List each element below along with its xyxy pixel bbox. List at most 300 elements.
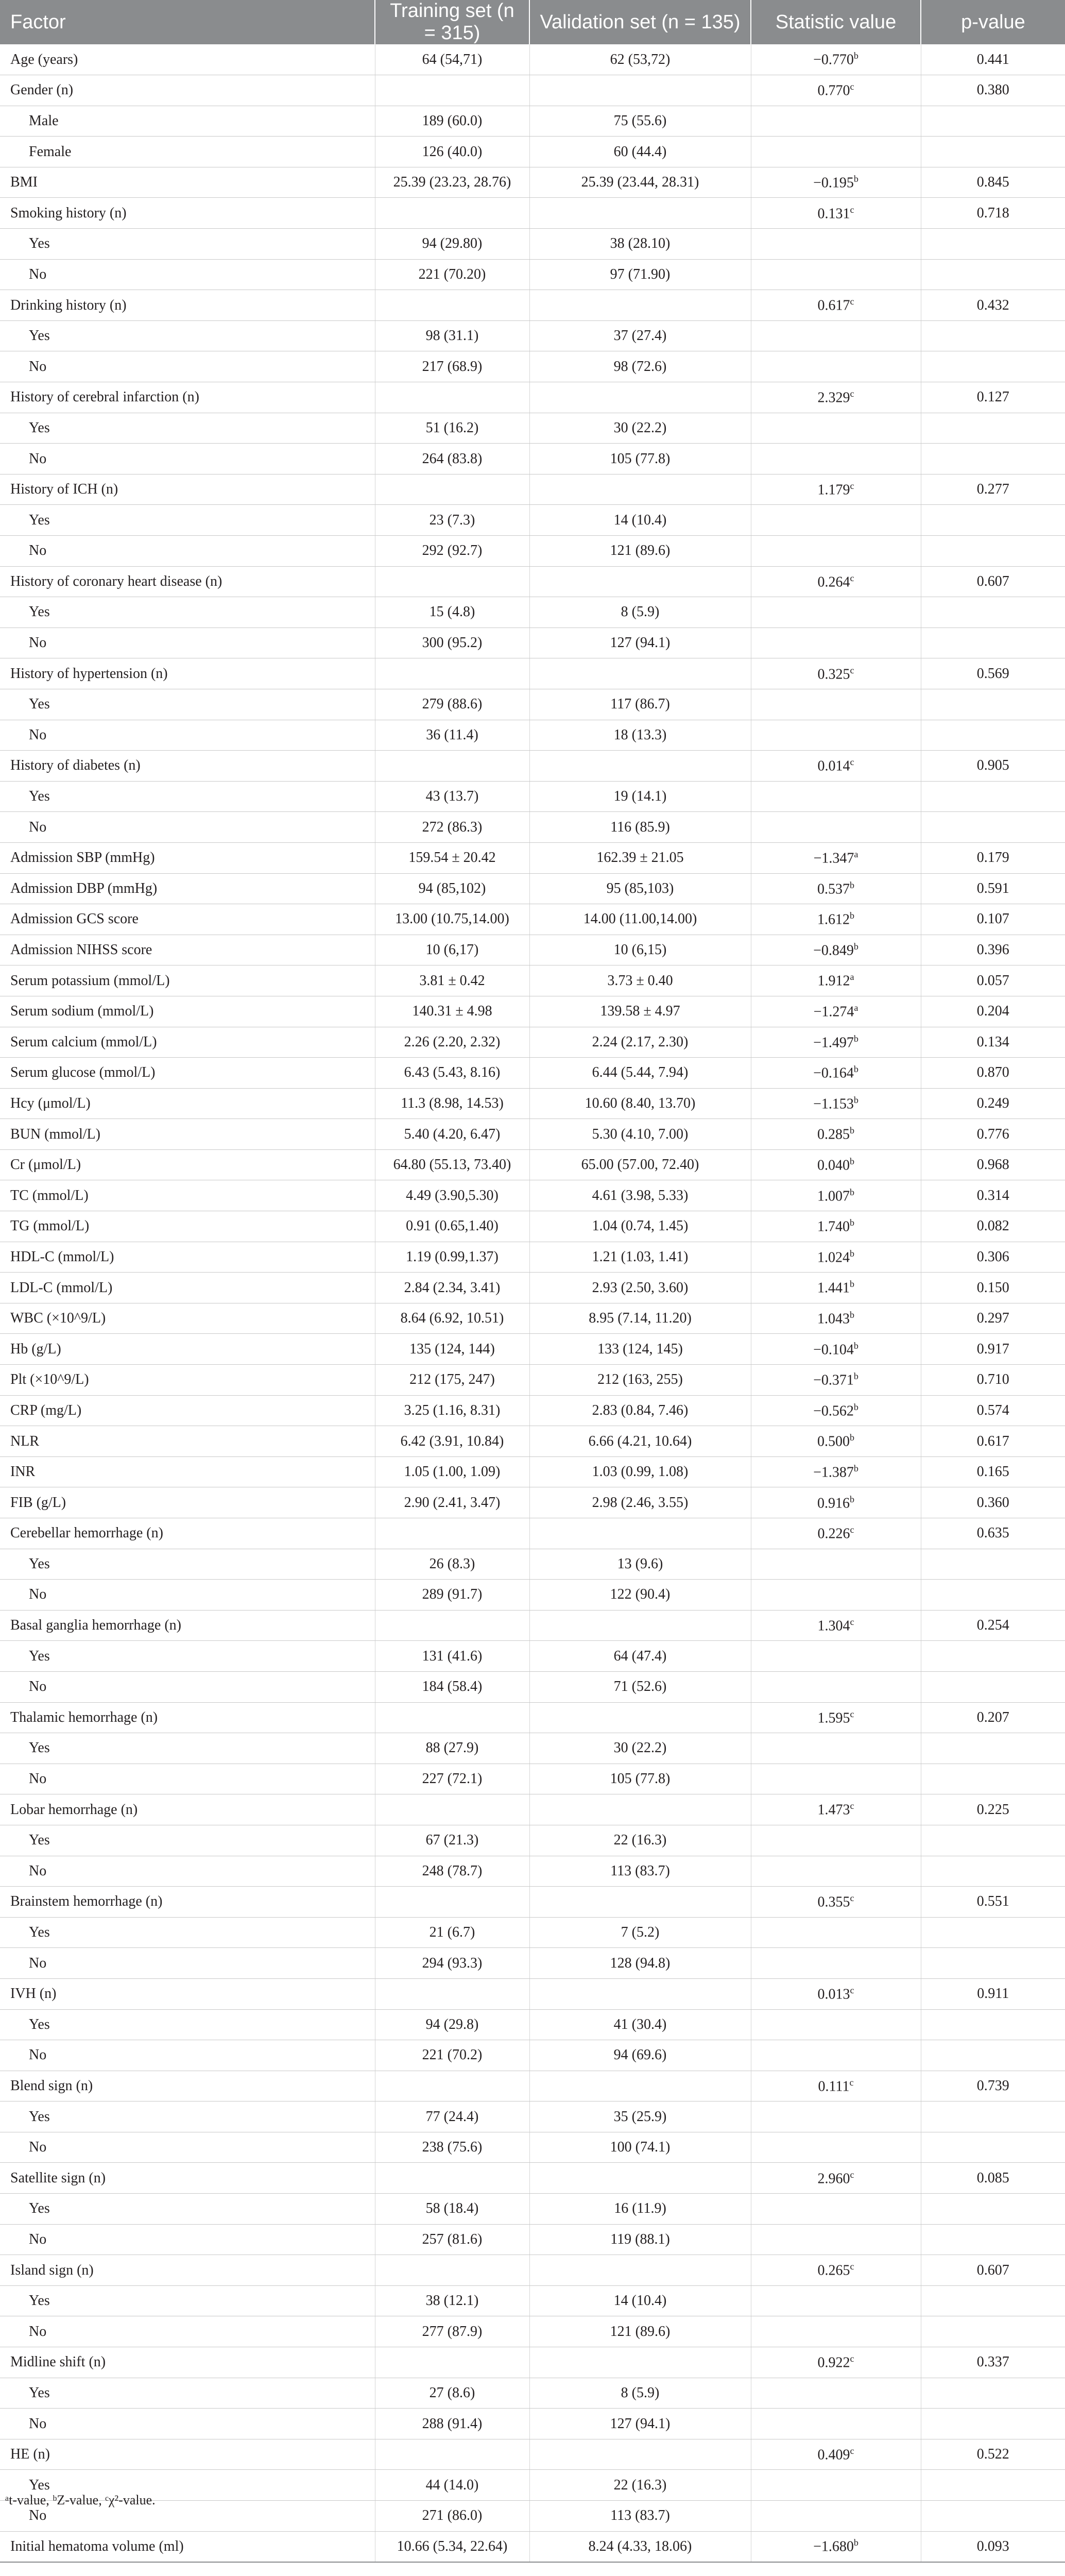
statistic-cell: [751, 781, 921, 812]
factor-cell-text: Gender (n): [10, 82, 74, 98]
p-value-cell: [921, 1303, 1065, 1334]
training-cell: [375, 351, 529, 382]
training-cell: [375, 1180, 529, 1211]
p-value-cell-text: 0.710: [976, 1371, 1009, 1388]
validation-cell: [529, 106, 751, 137]
validation-cell: [529, 1580, 751, 1611]
validation-cell: [529, 781, 751, 812]
statistic-cell-text: 1.304: [817, 1618, 850, 1634]
training-cell-text: 94 (29.80): [422, 235, 483, 252]
training-cell: [375, 1456, 529, 1487]
training-cell: [375, 2194, 529, 2225]
validation-cell: [529, 1088, 751, 1119]
validation-cell-text: 117 (86.7): [610, 696, 670, 713]
factor-cell: [0, 44, 375, 75]
factor-cell: [0, 474, 375, 505]
p-value-cell-text: 0.739: [976, 2077, 1009, 2094]
factor-cell-text: No: [29, 1771, 47, 1787]
validation-cell-text: 113 (83.7): [610, 1862, 670, 1879]
p-value-cell-text: 0.107: [976, 911, 1009, 927]
statistic-cell-text: 2.960: [817, 2170, 850, 2187]
p-value-cell: [921, 1610, 1065, 1641]
training-cell: [375, 2163, 529, 2194]
statistic-cell: [751, 935, 921, 965]
statistic-superscript: a: [854, 849, 858, 860]
validation-cell: [529, 44, 751, 75]
factor-cell-text: No: [29, 635, 47, 651]
factor-cell-text: No: [29, 1586, 47, 1603]
validation-cell-text: 2.24 (2.17, 2.30): [592, 1033, 689, 1050]
factor-cell: [0, 2316, 375, 2347]
statistic-superscript: b: [850, 1432, 854, 1443]
factor-cell-text: FIB (g/L): [10, 1494, 66, 1511]
p-value-cell: [921, 1180, 1065, 1211]
training-cell: [375, 566, 529, 597]
training-cell-text: 5.40 (4.20, 6.47): [404, 1126, 501, 1142]
statistic-cell: [751, 2040, 921, 2071]
statistic-cell-text: 0.537: [817, 880, 850, 897]
training-cell: [375, 781, 529, 812]
factor-cell: [0, 137, 375, 167]
table-row: [0, 842, 1065, 873]
p-value-cell: [921, 1702, 1065, 1733]
training-cell: [375, 2255, 529, 2286]
statistic-superscript: b: [850, 1217, 854, 1228]
factor-cell-text: No: [29, 2415, 47, 2432]
statistic-cell: [751, 106, 921, 137]
validation-cell-text: 119 (88.1): [610, 2231, 670, 2247]
p-value-cell: [921, 1149, 1065, 1180]
validation-cell-text: 13 (9.6): [617, 1555, 663, 1572]
training-cell-text: 15 (4.8): [429, 604, 475, 620]
p-value-cell: [921, 2409, 1065, 2439]
validation-cell-text: 30 (22.2): [613, 1740, 667, 1756]
training-cell: [375, 1887, 529, 1918]
training-cell: [375, 1580, 529, 1611]
table-row: [0, 1702, 1065, 1733]
factor-cell-text: Female: [29, 143, 72, 160]
training-cell-text: 221 (70.2): [422, 2047, 483, 2063]
statistic-cell: [751, 1180, 921, 1211]
training-cell-text: 300 (95.2): [422, 635, 483, 651]
p-value-cell-text: 0.635: [976, 1525, 1009, 1541]
statistic-cell-text: 0.916: [817, 1495, 850, 1511]
p-value-cell-text: 0.917: [976, 1341, 1009, 1357]
p-value-cell-text: 0.360: [976, 1494, 1009, 1511]
factor-cell-text: Smoking history (n): [10, 205, 127, 221]
validation-cell: [529, 1149, 751, 1180]
statistic-superscript: b: [850, 879, 854, 890]
table-row: [0, 2132, 1065, 2163]
training-cell: [375, 1825, 529, 1856]
training-cell-text: 131 (41.6): [422, 1648, 483, 1664]
table-row: [0, 965, 1065, 996]
training-cell: [375, 597, 529, 628]
factor-cell: [0, 1058, 375, 1089]
statistic-cell: [751, 904, 921, 935]
validation-cell-text: 127 (94.1): [610, 635, 671, 651]
p-value-cell: [921, 597, 1065, 628]
statistic-cell-text: 1.043: [817, 1311, 850, 1327]
training-cell: [375, 1395, 529, 1426]
statistic-superscript: c: [849, 2077, 854, 2088]
validation-cell: [529, 1702, 751, 1733]
training-cell-text: 67 (21.3): [425, 1832, 479, 1849]
factor-cell: [0, 812, 375, 843]
statistic-superscript: c: [850, 665, 854, 675]
factor-cell: [0, 2224, 375, 2255]
p-value-cell: [921, 474, 1065, 505]
statistic-superscript: c: [850, 204, 854, 215]
p-value-cell-text: 0.297: [976, 1310, 1009, 1327]
factor-cell-text: No: [29, 266, 47, 282]
factor-cell: [0, 1426, 375, 1457]
factor-cell-text: Serum potassium (mmol/L): [10, 972, 170, 989]
training-cell-text: 184 (58.4): [422, 1679, 483, 1695]
p-value-cell: [921, 1856, 1065, 1887]
validation-cell-text: 25.39 (23.44, 28.31): [581, 174, 699, 191]
statistic-cell: [751, 2132, 921, 2163]
factor-cell-text: Age (years): [10, 51, 78, 67]
validation-cell: [529, 229, 751, 260]
statistic-cell: [751, 320, 921, 351]
statistic-cell-text: 0.014: [817, 758, 850, 774]
validation-cell-text: 139.58 ± 4.97: [600, 1003, 680, 1020]
factor-cell: [0, 413, 375, 444]
table-row: [0, 106, 1065, 137]
validation-cell: [529, 1978, 751, 2009]
p-value-cell-text: 0.441: [976, 51, 1009, 67]
statistic-cell: [751, 720, 921, 751]
p-value-cell: [921, 505, 1065, 536]
factor-cell-text: Yes: [29, 328, 50, 344]
p-value-cell: [921, 2347, 1065, 2378]
factor-cell-text: No: [29, 1955, 47, 1971]
factor-cell: [0, 689, 375, 720]
statistic-superscript: b: [853, 174, 858, 184]
statistic-cell: [751, 1058, 921, 1089]
factor-cell-text: Yes: [29, 235, 50, 252]
training-cell-text: 289 (91.7): [422, 1586, 483, 1603]
factor-cell-text: Yes: [29, 2384, 50, 2401]
factor-cell: [0, 965, 375, 996]
validation-cell-text: 121 (89.6): [610, 543, 671, 559]
statistic-superscript: b: [853, 1094, 858, 1105]
table-row: [0, 1764, 1065, 1794]
statistic-cell: [751, 1088, 921, 1119]
table-footnote: ᵃt-value, ᵇZ-value, ᶜχ²-value.: [5, 2493, 156, 2507]
validation-cell: [529, 2163, 751, 2194]
factor-cell-text: No: [29, 358, 47, 375]
p-value-cell: [921, 1580, 1065, 1611]
statistic-superscript: b: [853, 941, 858, 952]
statistic-superscript: c: [850, 1708, 854, 1719]
validation-cell: [529, 137, 751, 167]
p-value-cell-text: 0.569: [976, 665, 1009, 682]
validation-cell-text: 8 (5.9): [621, 2384, 660, 2401]
factor-cell: [0, 597, 375, 628]
training-cell: [375, 965, 529, 996]
training-cell-text: 44 (14.0): [425, 2477, 479, 2493]
training-cell: [375, 904, 529, 935]
validation-cell: [529, 628, 751, 658]
training-cell: [375, 1334, 529, 1365]
factor-cell-text: History of diabetes (n): [10, 757, 141, 774]
statistic-cell-text: 1.441: [817, 1280, 850, 1296]
factor-cell: [0, 1334, 375, 1365]
factor-cell: [0, 382, 375, 413]
statistic-cell-text: 0.325: [817, 666, 850, 682]
factor-cell: [0, 2409, 375, 2439]
statistic-cell: [751, 1119, 921, 1150]
table-row: [0, 2378, 1065, 2409]
p-value-cell: [921, 413, 1065, 444]
training-cell: [375, 2285, 529, 2316]
validation-cell-text: 8.24 (4.33, 18.06): [588, 2538, 692, 2554]
statistic-cell-text: 0.922: [817, 2354, 850, 2371]
factor-cell: [0, 2347, 375, 2378]
validation-cell: [529, 2378, 751, 2409]
statistic-cell-text: −0.371: [813, 1372, 854, 1388]
p-value-cell-text: 0.314: [976, 1187, 1009, 1204]
factor-cell-text: No: [29, 1862, 47, 1879]
p-value-cell-text: 0.225: [976, 1801, 1009, 1818]
p-value-cell-text: 0.249: [976, 1095, 1009, 1111]
training-cell-text: 8.64 (6.92, 10.51): [400, 1310, 504, 1327]
p-value-cell: [921, 2501, 1065, 2532]
validation-cell: [529, 2470, 751, 2501]
factor-cell: [0, 1549, 375, 1580]
factor-cell: [0, 781, 375, 812]
table-row: [0, 2040, 1065, 2071]
factor-cell-text: Yes: [29, 1740, 50, 1756]
statistic-superscript: c: [850, 81, 854, 92]
factor-cell-text: HE (n): [10, 2446, 50, 2463]
factor-cell-text: Thalamic hemorrhage (n): [10, 1709, 158, 1725]
training-cell: [375, 628, 529, 658]
validation-cell-text: 95 (85,103): [606, 880, 674, 896]
training-cell: [375, 751, 529, 782]
statistic-cell: [751, 597, 921, 628]
table-row: [0, 1027, 1065, 1058]
table-row: [0, 1825, 1065, 1856]
validation-cell: [529, 1518, 751, 1549]
validation-cell-text: 22 (16.3): [613, 1832, 667, 1849]
validation-cell: [529, 689, 751, 720]
validation-cell-text: 6.44 (5.44, 7.94): [592, 1064, 689, 1081]
table-row: [0, 474, 1065, 505]
training-cell: [375, 2102, 529, 2132]
factor-cell-text: Yes: [29, 1924, 50, 1941]
table-row: [0, 2347, 1065, 2378]
validation-cell-text: 75 (55.6): [613, 112, 667, 129]
training-cell-text: 94 (29.8): [425, 2016, 479, 2032]
training-cell: [375, 2316, 529, 2347]
p-value-cell-text: 0.870: [976, 1064, 1009, 1081]
p-value-cell: [921, 720, 1065, 751]
training-cell-text: 4.49 (3.90,5.30): [406, 1187, 499, 1204]
training-cell: [375, 1242, 529, 1273]
p-value-cell: [921, 1487, 1065, 1518]
training-cell-text: 135 (124, 144): [409, 1341, 495, 1357]
training-cell: [375, 44, 529, 75]
training-cell-text: 36 (11.4): [426, 726, 478, 743]
p-value-cell-text: 0.574: [976, 1402, 1009, 1418]
factor-cell-text: No: [29, 819, 47, 835]
factor-cell-text: Yes: [29, 2477, 50, 2493]
p-value-cell: [921, 2285, 1065, 2316]
p-value-cell: [921, 781, 1065, 812]
p-value-cell-text: 0.551: [976, 1893, 1009, 1910]
table-row: [0, 351, 1065, 382]
validation-cell-text: 65.00 (57.00, 72.40): [581, 1157, 699, 1173]
table-row: [0, 689, 1065, 720]
factor-cell: [0, 290, 375, 321]
statistic-superscript: c: [850, 1801, 854, 1811]
p-value-cell-text: 0.718: [976, 205, 1009, 221]
statistic-cell-text: 0.013: [817, 1986, 850, 2003]
statistic-cell: [751, 1303, 921, 1334]
validation-cell: [529, 2409, 751, 2439]
statistic-superscript: b: [850, 1279, 854, 1290]
validation-cell: [529, 2224, 751, 2255]
validation-cell-text: 30 (22.2): [613, 419, 667, 436]
training-cell-text: 288 (91.4): [422, 2415, 483, 2432]
factor-cell-text: History of ICH (n): [10, 481, 118, 498]
p-value-cell: [921, 536, 1065, 567]
p-value-cell-text: 0.845: [976, 174, 1009, 191]
statistic-cell: [751, 873, 921, 904]
validation-cell: [529, 474, 751, 505]
training-cell-text: 2.26 (2.20, 2.32): [404, 1033, 501, 1050]
training-cell-text: 6.43 (5.43, 8.16): [404, 1064, 501, 1081]
p-value-cell-text: 0.165: [976, 1464, 1009, 1480]
validation-cell: [529, 1426, 751, 1457]
training-cell-text: 294 (93.3): [422, 1955, 483, 1971]
validation-cell: [529, 351, 751, 382]
validation-cell: [529, 597, 751, 628]
table-row: [0, 1978, 1065, 2009]
validation-cell: [529, 1856, 751, 1887]
validation-cell: [529, 1948, 751, 1979]
factor-cell: [0, 1303, 375, 1334]
p-value-cell: [921, 290, 1065, 321]
p-value-cell: [921, 2439, 1065, 2470]
training-cell: [375, 2531, 529, 2562]
p-value-cell: [921, 444, 1065, 474]
validation-cell: [529, 2040, 751, 2071]
factor-cell-text: Yes: [29, 1555, 50, 1572]
training-cell-text: 23 (7.3): [429, 512, 475, 528]
validation-cell-text: 1.21 (1.03, 1.41): [592, 1248, 689, 1265]
statistic-superscript: c: [850, 2261, 854, 2272]
p-value-cell: [921, 2470, 1065, 2501]
validation-cell: [529, 2501, 751, 2532]
validation-cell-text: 2.83 (0.84, 7.46): [592, 1402, 689, 1418]
training-cell-text: 227 (72.1): [422, 1771, 483, 1787]
training-cell-text: 11.3 (8.98, 14.53): [401, 1095, 504, 1111]
training-cell: [375, 1917, 529, 1948]
validation-cell: [529, 1671, 751, 1702]
validation-cell-text: 10 (6,15): [613, 942, 667, 958]
validation-cell: [529, 1641, 751, 1672]
table-row: [0, 904, 1065, 935]
training-cell-text: 271 (86.0): [422, 2507, 483, 2524]
factor-cell-text: No: [29, 2139, 47, 2156]
table-row: [0, 1887, 1065, 1918]
factor-cell: [0, 1671, 375, 1702]
training-cell: [375, 1948, 529, 1979]
table-row: [0, 229, 1065, 260]
statistic-cell: [751, 1610, 921, 1641]
factor-cell: [0, 198, 375, 229]
training-cell: [375, 1487, 529, 1518]
statistic-cell: [751, 382, 921, 413]
p-value-cell: [921, 751, 1065, 782]
table-row: [0, 1610, 1065, 1641]
validation-cell-text: 116 (85.9): [610, 819, 670, 835]
p-value-cell: [921, 812, 1065, 843]
training-cell: [375, 290, 529, 321]
p-value-cell: [921, 198, 1065, 229]
statistic-cell: [751, 44, 921, 75]
p-value-cell-text: 0.207: [976, 1709, 1009, 1725]
factor-cell: [0, 1119, 375, 1150]
statistic-cell: [751, 1948, 921, 1979]
factor-cell: [0, 1917, 375, 1948]
factor-cell-text: History of hypertension (n): [10, 665, 168, 682]
factor-cell: [0, 1395, 375, 1426]
statistic-cell: [751, 1426, 921, 1457]
factor-cell-text: Initial hematoma volume (ml): [10, 2538, 184, 2554]
factor-cell-text: Admission GCS score: [10, 911, 139, 927]
table-row: [0, 751, 1065, 782]
p-value-cell-text: 0.522: [976, 2446, 1009, 2463]
training-cell-text: 217 (68.9): [422, 358, 483, 375]
factor-cell-text: Yes: [29, 2293, 50, 2309]
training-cell-text: 140.31 ± 4.98: [412, 1003, 492, 1020]
statistic-superscript: a: [854, 1003, 858, 1013]
validation-cell-text: 1.03 (0.99, 1.08): [592, 1464, 689, 1480]
factor-cell: [0, 2194, 375, 2225]
training-cell: [375, 1149, 529, 1180]
training-cell: [375, 320, 529, 351]
validation-cell: [529, 2102, 751, 2132]
statistic-superscript: b: [853, 1371, 858, 1382]
table-row: [0, 2194, 1065, 2225]
table-row: [0, 2255, 1065, 2286]
factor-cell: [0, 1641, 375, 1672]
statistic-cell: [751, 1764, 921, 1794]
statistic-cell: [751, 1149, 921, 1180]
validation-cell: [529, 167, 751, 198]
statistic-superscript: b: [853, 50, 858, 61]
header-p-value: p-value: [961, 11, 1025, 33]
training-cell: [375, 1764, 529, 1794]
factor-cell-text: Male: [29, 112, 59, 129]
table-row: [0, 1487, 1065, 1518]
table-row: [0, 2439, 1065, 2470]
factor-cell: [0, 1764, 375, 1794]
statistic-cell: [751, 2531, 921, 2562]
statistic-superscript: c: [850, 1985, 854, 1996]
p-value-cell: [921, 320, 1065, 351]
table-row: [0, 1119, 1065, 1150]
statistic-superscript: c: [850, 2353, 854, 2364]
statistic-cell-text: −1.387: [813, 1464, 854, 1481]
factor-cell: [0, 1825, 375, 1856]
p-value-cell: [921, 167, 1065, 198]
